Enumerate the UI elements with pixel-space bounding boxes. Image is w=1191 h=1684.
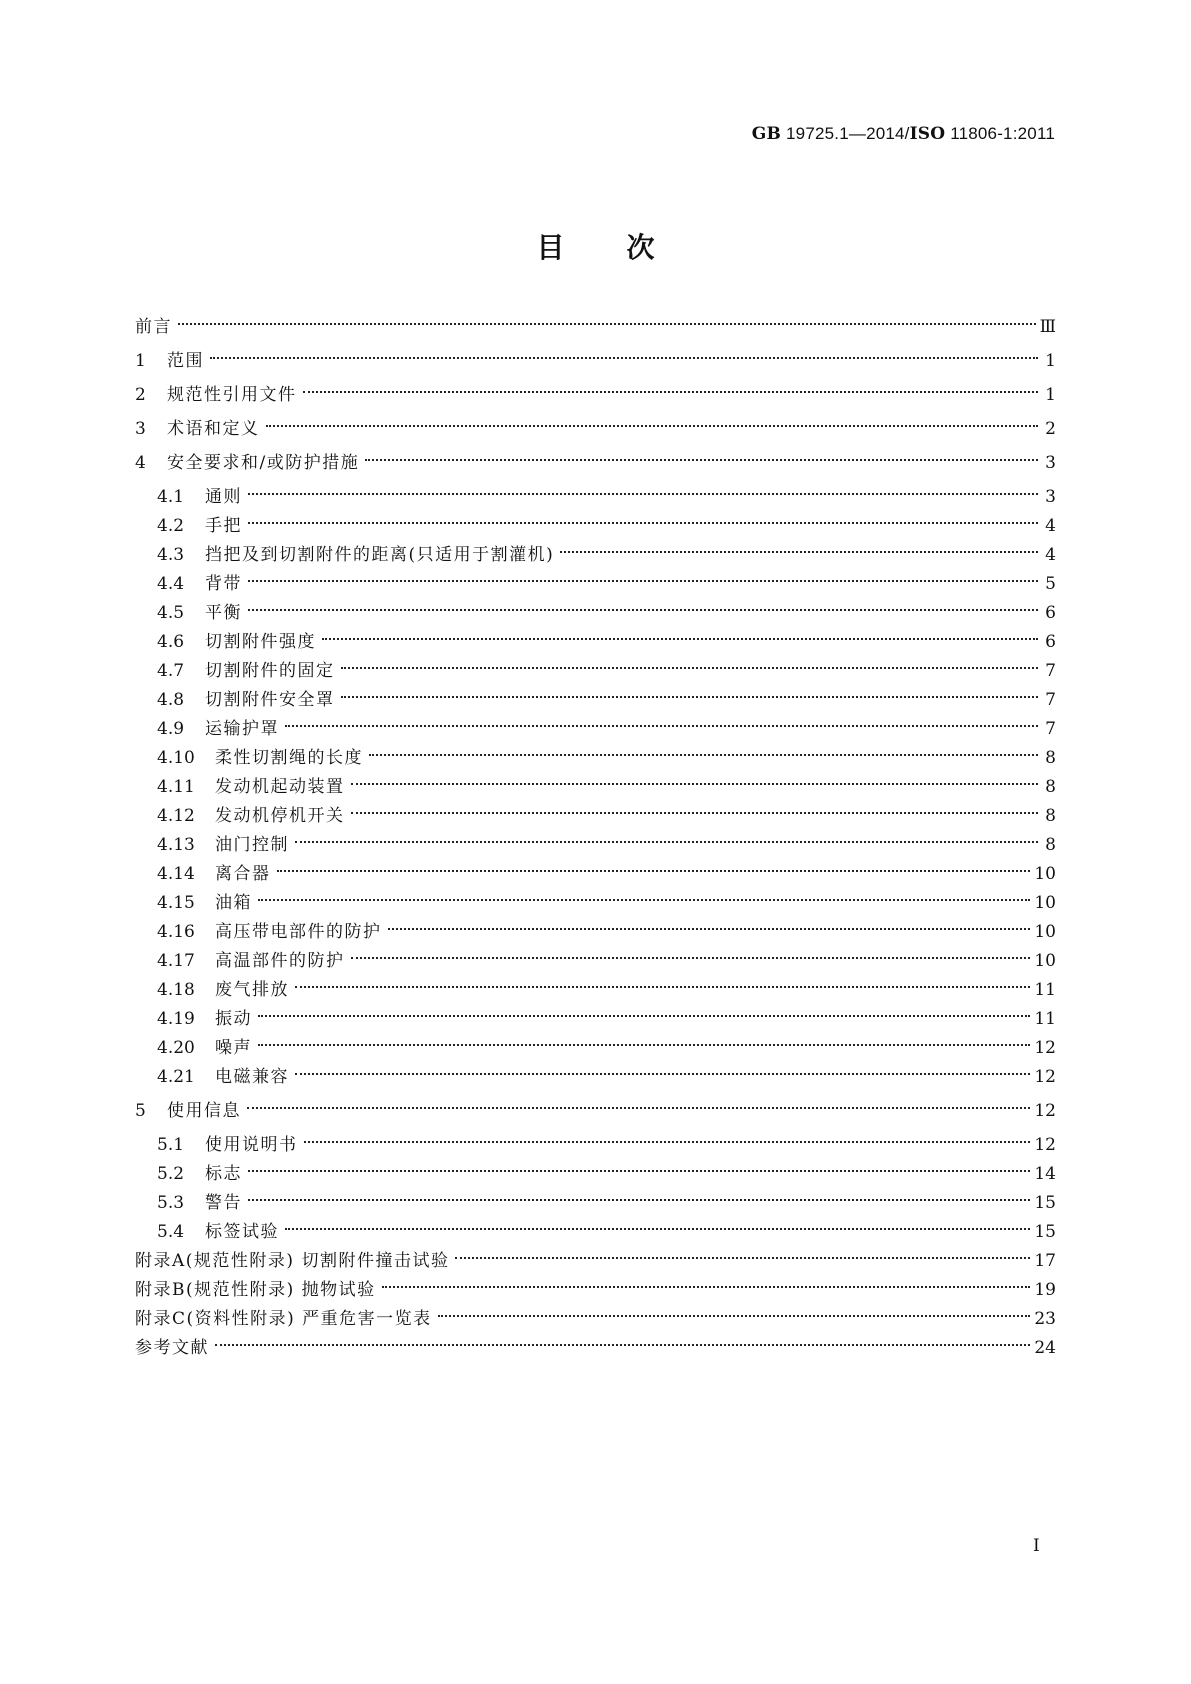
toc-entry-4-17[interactable] [157,942,1056,971]
toc-entry-number: 4.16 [157,922,195,942]
toc-entry-4-6[interactable] [157,623,1056,652]
toc-entry-title: 前言 [135,317,172,337]
toc-entry-number: 4.12 [157,806,195,826]
toc-entry-page: 1 [1045,351,1056,371]
toc-entry-title: 油门控制 [215,835,289,855]
toc-entry-page: 7 [1045,690,1056,710]
dot-leader [248,1184,1030,1208]
page-title: 目次 [536,231,717,264]
toc-entry-title: 电磁兼容 [215,1067,289,1087]
toc-entry-number: 4.18 [157,980,195,1000]
dot-leader [455,1242,1030,1266]
toc-entry-number: 4.11 [157,777,195,797]
toc-entry-page: 10 [1034,922,1056,942]
toc-entry-title: 标志 [205,1164,242,1184]
toc-entry-number: 4.3 [157,545,185,565]
toc-entry-page: 15 [1034,1193,1056,1213]
toc-entry-3[interactable] [135,410,1056,439]
toc-entry-title: 附录A(规范性附录) 切割附件撞击试验 [135,1251,450,1271]
toc-entry-number: 5.2 [157,1164,185,1184]
toc-entry-number: 4.4 [157,574,185,594]
toc-entry-4-3[interactable] [157,536,1056,565]
toc-entry-title: 油箱 [215,893,252,913]
toc-entry-title: 标签试验 [205,1222,279,1242]
toc-entry-5-2[interactable] [157,1155,1056,1184]
toc-entry-number: 4.17 [157,951,195,971]
dot-leader [365,444,1038,468]
toc-entry-title: 通则 [205,487,242,507]
toc-entry-foreword[interactable] [135,308,1056,337]
dot-leader [248,594,1038,618]
toc-entry-number: 4.20 [157,1038,195,1058]
dot-leader [351,797,1039,821]
toc-entry-2[interactable] [135,376,1056,405]
toc-entry-annex-a[interactable] [135,1242,1056,1271]
dot-leader [210,342,1038,366]
toc-entry-4-12[interactable] [157,797,1056,826]
toc-entry-page: 10 [1034,893,1056,913]
dot-leader [247,1092,1030,1116]
dot-leader [303,376,1039,400]
dot-leader [438,1300,1031,1324]
toc-entry-page: 8 [1045,835,1056,855]
toc-entry-number: 4.9 [157,719,185,739]
toc-entry-4-13[interactable] [157,826,1056,855]
toc-entry-number: 4.6 [157,632,185,652]
toc-entry-number: 4.10 [157,748,195,768]
toc-entry-number: 5.4 [157,1222,185,1242]
toc-entry-title: 手把 [205,516,242,536]
toc-entry-5-1[interactable] [157,1126,1056,1155]
toc-entry-page: 14 [1034,1164,1056,1184]
dot-leader [266,410,1039,434]
toc-entry-page: 6 [1045,603,1056,623]
toc-entry-page: 6 [1045,632,1056,652]
toc-entry-page: 12 [1034,1038,1056,1058]
toc-entry-title: 振动 [215,1009,252,1029]
toc-entry-page: 10 [1034,864,1056,884]
toc-entry-page: 17 [1034,1251,1056,1271]
toc-entry-number: 4 [135,453,146,473]
toc-entry-4-20[interactable] [157,1029,1056,1058]
gb-number: 19725.1—2014/ [786,124,910,143]
toc-entry-number: 4.8 [157,690,185,710]
toc-entry-4-10[interactable] [157,739,1056,768]
toc-entry-number: 4.14 [157,864,195,884]
dot-leader [560,536,1038,560]
toc-entry-4-18[interactable] [157,971,1056,1000]
toc-entry-number: 4.15 [157,893,195,913]
dot-leader [277,855,1031,879]
toc-entry-title: 平衡 [205,603,242,623]
toc-entry-number: 5.1 [157,1135,185,1155]
toc-entry-page: 11 [1034,980,1056,1000]
dot-leader [369,739,1038,763]
toc-entry-title: 运输护罩 [205,719,279,739]
toc-entry-title: 废气排放 [215,980,289,1000]
toc-entry-page: 8 [1045,777,1056,797]
toc-entry-bibliography[interactable] [135,1329,1056,1358]
toc-entry-number: 4.7 [157,661,185,681]
dot-leader [295,1058,1030,1082]
toc-entry-4-9[interactable] [157,710,1056,739]
toc-entry-number: 4.1 [157,487,185,507]
toc-entry-page: 7 [1045,719,1056,739]
toc-entry-page: 3 [1045,453,1056,473]
toc-entry-page: 19 [1034,1280,1056,1300]
toc-entry-title: 高温部件的防护 [215,951,345,971]
page-number: I [1033,1536,1040,1556]
dot-leader [295,826,1038,850]
toc-entry-page: 11 [1034,1009,1056,1029]
gb-prefix: GB [751,124,782,144]
toc-entry-number: 3 [135,419,146,439]
toc-entry-page: 12 [1034,1135,1056,1155]
toc-entry-page: 24 [1034,1338,1056,1358]
toc-entry-title: 警告 [205,1193,242,1213]
toc-entry-title: 安全要求和/或防护措施 [167,453,360,473]
toc-entry-number: 4.21 [157,1067,195,1087]
dot-leader [382,1271,1031,1295]
dot-leader [304,1126,1031,1150]
toc-entry-page: 15 [1034,1222,1056,1242]
toc-entry-4-7[interactable] [157,652,1056,681]
dot-leader [341,681,1039,705]
toc-entry-4-11[interactable] [157,768,1056,797]
dot-leader [388,913,1031,937]
toc-entry-title: 高压带电部件的防护 [215,922,382,942]
toc-entry-4-8[interactable] [157,681,1056,710]
toc-entry-number: 5.3 [157,1193,185,1213]
toc-entry-4-16[interactable] [157,913,1056,942]
toc-entry-title: 发动机起动装置 [215,777,345,797]
toc-entry-page: 12 [1034,1067,1056,1087]
toc-entry-4-2[interactable] [157,507,1056,536]
toc-entry-title: 附录C(资料性附录) 严重危害一览表 [135,1309,432,1329]
toc-entry-title: 切割附件安全罩 [205,690,335,710]
toc-entry-title: 背带 [205,574,242,594]
toc-entry-number: 5 [135,1101,146,1121]
dot-leader [248,565,1038,589]
dot-leader [178,308,1036,332]
toc-entry-title: 使用说明书 [205,1135,298,1155]
dot-leader [351,942,1031,966]
toc-entry-4-4[interactable] [157,565,1056,594]
toc-entry-page: 5 [1045,574,1056,594]
dot-leader [258,884,1030,908]
toc-entry-title: 柔性切割绳的长度 [215,748,363,768]
toc-entry-4-19[interactable] [157,1000,1056,1029]
toc-entry-1[interactable] [135,342,1056,371]
toc-entry-title: 挡把及到切割附件的距离(只适用于割灌机) [205,545,555,565]
toc-entry-title: 发动机停机开关 [215,806,345,826]
toc-entry-annex-b[interactable] [135,1271,1056,1300]
dot-leader [285,710,1038,734]
toc-entry-4-14[interactable] [157,855,1056,884]
toc-entry-4-15[interactable] [157,884,1056,913]
dot-leader [258,1000,1030,1024]
toc-entry-page: 3 [1045,487,1056,507]
toc-entry-page: 4 [1045,545,1056,565]
toc-entry-5[interactable] [135,1092,1056,1121]
toc-entry-number: 4.13 [157,835,195,855]
toc-entry-page: 10 [1034,951,1056,971]
toc-entry-annex-c[interactable] [135,1300,1056,1329]
dot-leader [341,652,1039,676]
toc-entry-page: 2 [1045,419,1056,439]
iso-prefix: ISO [909,124,946,144]
toc-entry-title: 规范性引用文件 [167,385,297,405]
toc-entry-page: Ⅲ [1039,317,1056,337]
dot-leader [215,1329,1030,1353]
dot-leader [248,1155,1030,1179]
toc-entry-5-3[interactable] [157,1184,1056,1213]
dot-leader [322,623,1038,647]
toc-entry-4[interactable] [135,444,1056,473]
toc-entry-title: 离合器 [215,864,271,884]
toc-entry-number: 4.2 [157,516,185,536]
toc-entry-page: 8 [1045,748,1056,768]
toc-entry-title: 范围 [167,351,204,371]
document-code [752,124,1055,144]
toc-entry-title: 附录B(规范性附录) 抛物试验 [135,1280,376,1300]
dot-leader [285,1213,1030,1237]
dot-leader [295,971,1030,995]
toc-entry-number: 4.19 [157,1009,195,1029]
toc-entry-title: 切割附件强度 [205,632,316,652]
toc-entry-title: 使用信息 [167,1101,241,1121]
toc-entry-title: 噪声 [215,1038,252,1058]
toc-entry-page: 4 [1045,516,1056,536]
toc-entry-number: 4.5 [157,603,185,623]
toc-entry-5-4[interactable] [157,1213,1056,1242]
dot-leader [248,507,1038,531]
toc-entry-title: 参考文献 [135,1338,209,1358]
dot-leader [351,768,1039,792]
toc-entry-number: 1 [135,351,146,371]
toc-entry-title: 切割附件的固定 [205,661,335,681]
toc-entry-page: 7 [1045,661,1056,681]
toc-entry-4-5[interactable] [157,594,1056,623]
iso-number: 11806-1:2011 [950,124,1055,143]
toc-entry-title: 术语和定义 [167,419,260,439]
toc-entry-page: 1 [1045,385,1056,405]
toc-entry-number: 2 [135,385,146,405]
toc-entry-4-1[interactable] [157,478,1056,507]
dot-leader [248,478,1038,502]
toc-entry-page: 23 [1034,1309,1056,1329]
toc-entry-page: 12 [1034,1101,1056,1121]
toc-entry-page: 8 [1045,806,1056,826]
dot-leader [258,1029,1030,1053]
toc-entry-4-21[interactable] [157,1058,1056,1087]
